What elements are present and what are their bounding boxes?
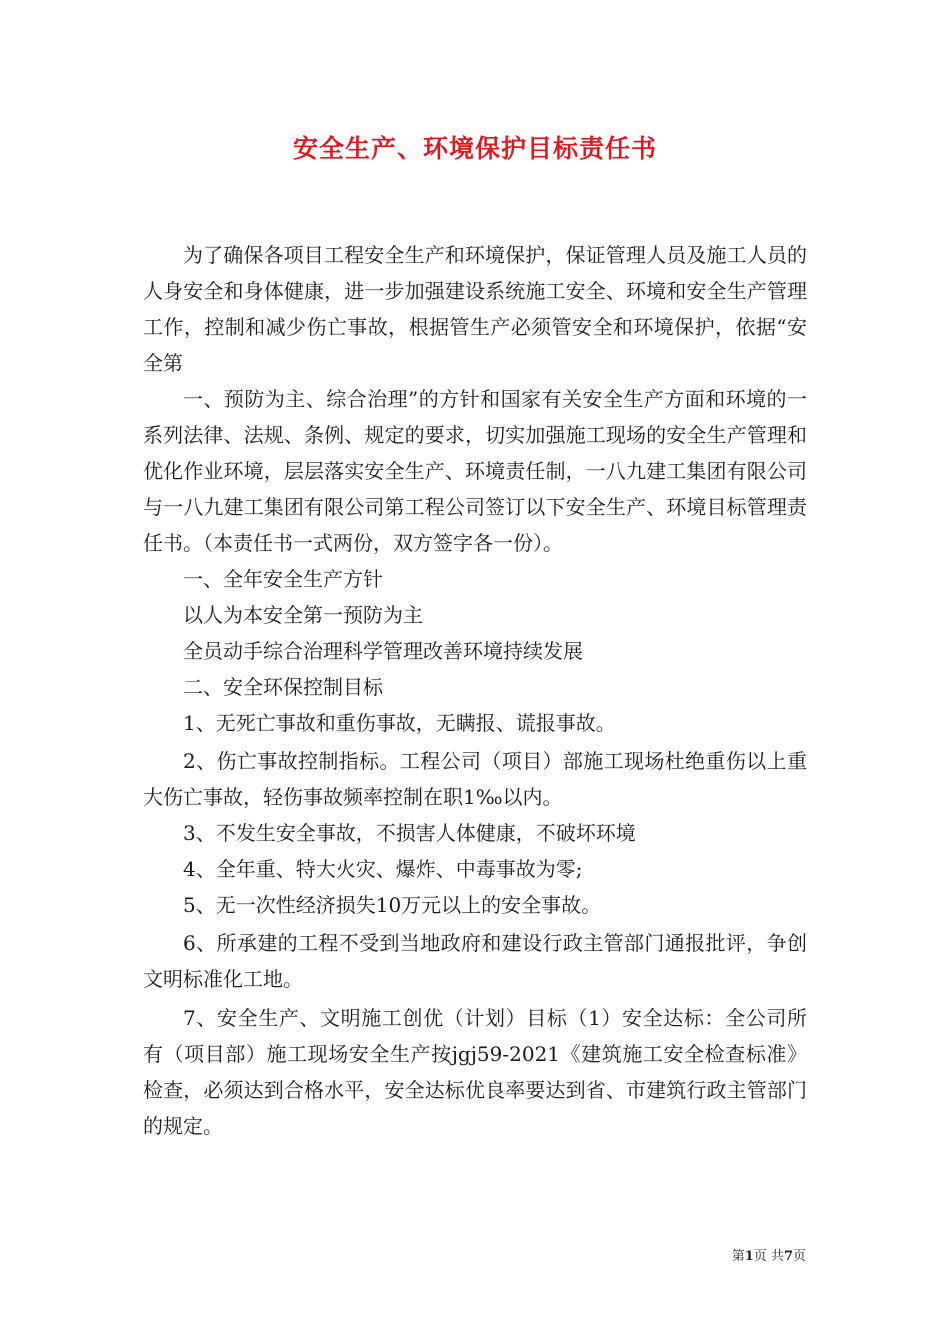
footer-middle: 页 共 — [753, 1249, 784, 1264]
target-item-1: 1、无死亡事故和重伤事故，无瞒报、谎报事故。 — [183, 711, 616, 735]
heading-annual-policy: 一、全年安全生产方针 — [183, 567, 383, 591]
footer-total-pages: 7 — [783, 1249, 793, 1264]
target-item-3: 3、不发生安全事故，不损害人体健康，不破坏环境 — [183, 821, 636, 845]
footer-suffix: 页 — [792, 1249, 806, 1264]
paragraph-intro: 为了确保各项目工程安全生产和环境保护，保证管理人员及施工人员的人身安全和身体健康，进一步加强建设系统施工安全、环境和安全生产管理工作，控制和减少伤亡事故，根据管生产必须管安全和环境保护，依据“安全第 — [143, 243, 807, 375]
footer-prefix: 第 — [731, 1249, 745, 1264]
document-title: 安全生产、环境保护目标责任书 — [292, 134, 657, 163]
footer-current-page: 1 — [744, 1249, 754, 1264]
page-number-footer — [732, 1247, 806, 1267]
paragraph-policy: 一、预防为主、综合治理”的方针和国家有关安全生产方面和环境的一系列法律、法规、条例、规定的要求，切实加强施工现场的安全生产管理和优化作业环境，层层落实安全生产、环境责任制，一八九建工集团有限公司与一八九建工集团有限公司第工程公司签订以下安全生产、环境目标管理责任书。（本责任书一式两份，双方签字各一份）。 — [143, 387, 807, 555]
policy-line-1: 以人为本安全第一预防为主 — [183, 603, 423, 627]
target-item-6: 6、所承建的工程不受到当地政府和建设行政主管部门通报批评，争创文明标准化工地。 — [143, 931, 807, 991]
target-item-7: 7、安全生产、文明施工创优（计划）目标（1）安全达标：全公司所有（项目部）施工现场安全生产按jgj59-2021《建筑施工安全检查标准》检查，必须达到合格水平，安全达标优良率要达到省、市建筑行政主管部门的规定。 — [143, 1006, 807, 1138]
heading-control-targets: 二、安全环保控制目标 — [183, 675, 383, 699]
target-item-4: 4、全年重、特大火灾、爆炸、中毒事故为零; — [183, 857, 583, 881]
document-body — [143, 237, 807, 1144]
target-item-5: 5、无一次性经济损失10万元以上的安全事故。 — [183, 893, 602, 917]
target-item-2: 2、伤亡事故控制指标。工程公司（项目）部施工现场杜绝重伤以上重大伤亡事故，轻伤事故频率控制在职1‰以内。 — [143, 749, 807, 809]
policy-line-2: 全员动手综合治理科学管理改善环境持续发展 — [183, 639, 583, 663]
